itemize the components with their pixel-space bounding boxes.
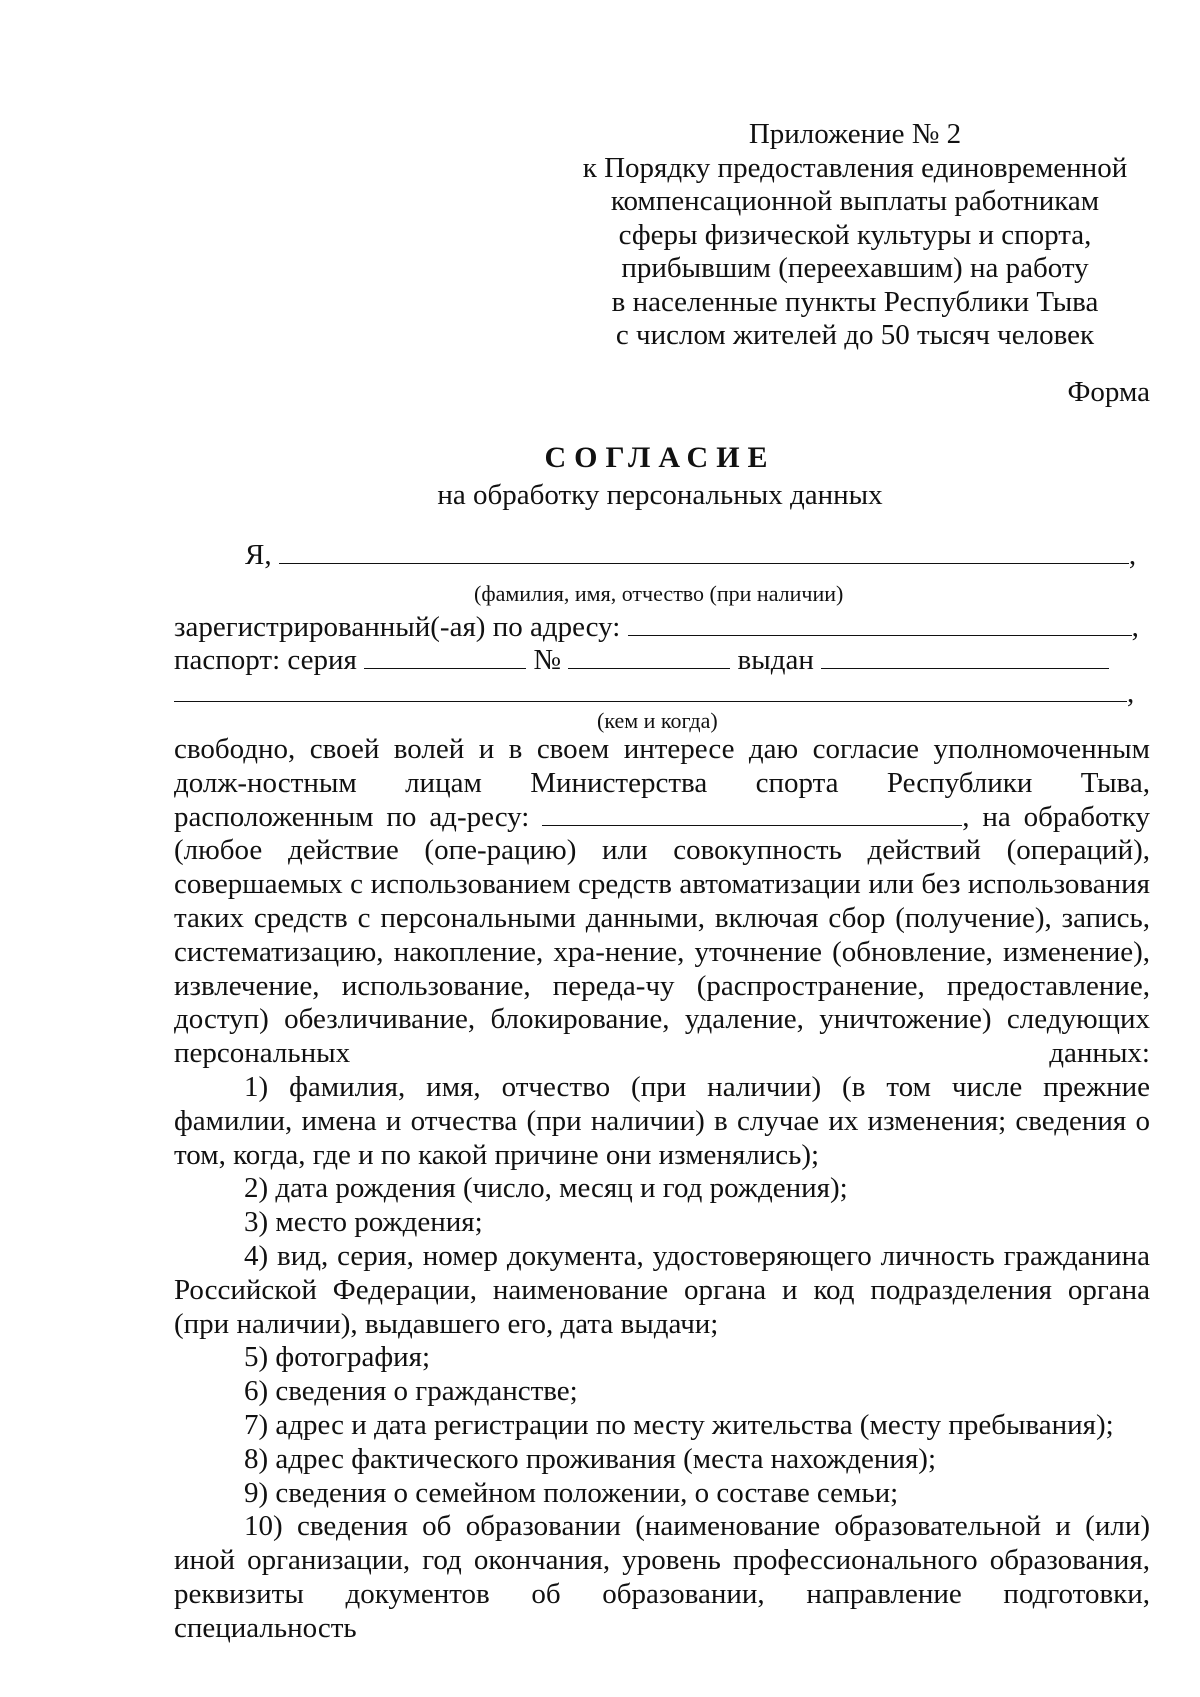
appendix-line: компенсационной выплаты работникам — [610, 185, 1100, 217]
list-item: 7) адрес и дата регистрации по месту жительства (месту пребывания); — [244, 1408, 1114, 1441]
list-item: 5) фотография; — [244, 1341, 431, 1374]
list-item: 10) сведения об образовании (наименование образовательной и (или) иной организации, год окончания, уровень профессионального образования, реквизиты документов об образовании, направление подготовки, специальность — [174, 1510, 1150, 1644]
appendix-line: к Порядку предоставления единовременной — [582, 151, 1128, 184]
list-item: 8) адрес фактического проживания (места нахождения); — [244, 1442, 937, 1475]
issued-by-field[interactable] — [174, 677, 1127, 702]
appendix-header — [575, 118, 1135, 353]
list-item: 6) сведения о гражданстве; — [244, 1375, 578, 1408]
appendix-line: с числом жителей до 50 тысяч человек — [615, 319, 1095, 351]
comma: , — [1128, 539, 1137, 571]
address-line — [174, 610, 1139, 644]
appendix-line: Приложение № 2 — [748, 118, 962, 150]
intro-paragraph — [174, 733, 1150, 1071]
appendix-line: в населенные пункты Республики Тыва — [611, 285, 1099, 318]
passport-issued-field[interactable] — [821, 644, 1109, 669]
name-caption: (фамилия, имя, отчество (при наличии) — [474, 581, 844, 606]
intro-end: , на обработку (любое действие (опе-рацию) или совокупность действий (операций), совершаемых с использованием средств автоматизации или без использования таких средств с персональными данными, включая сбор (получение), запись, систематизацию, накопление, хра-нение, уточнение (обновление, изменение), извлечение, использование, переда-чу (распространение, предоставление, доступ) обезличивание, блокирование, удаление, уничтожение) следующих персональных данных: — [174, 800, 1151, 1070]
registered-label: зарегистрированный(-ая) по адресу: — [174, 611, 621, 643]
intro-start: свободно, своей волей и в своем интересе даю согласие уполномоченным долж-ностным лицам Министерства спорта Республики Тыва, расположенным по ад-ресу: — [174, 733, 1150, 833]
form-label: Форма — [1067, 376, 1150, 408]
comma: , — [1131, 611, 1139, 643]
issued-by-line — [174, 676, 1134, 710]
passport-number-field[interactable] — [568, 644, 730, 669]
list-item: 3) место рождения; — [244, 1206, 483, 1239]
issued-caption: (кем и когда) — [597, 708, 718, 733]
appendix-line: прибывшим (переехавшим) на работу — [621, 252, 1089, 284]
list-item: 4) вид, серия, номер документа, удостоверяющего личность гражданина Российской Федерации, наименование органа и код подразделения органа (при наличии), выдавшего его, дата выдачи; — [174, 1239, 1150, 1340]
appendix-line: сферы физической культуры и спорта, — [618, 218, 1092, 251]
ministry-address-field[interactable] — [542, 803, 962, 826]
passport-line — [174, 643, 1109, 677]
passport-number-label: № — [533, 644, 562, 676]
list-item: 2) дата рождения (число, месяц и год рождения); — [244, 1172, 848, 1205]
passport-series-label: паспорт: серия — [174, 644, 357, 676]
list-item: 1) фамилия, имя, отчество (при наличии) (в том числе прежние фамилии, имена и отчества (при наличии) в случае их изменения; сведения о том, когда, где и по какой причине они изменялись); — [174, 1070, 1150, 1171]
document-subtitle: на обработку персональных данных — [437, 479, 883, 511]
consent-body — [174, 733, 1150, 1646]
issued-label: выдан — [737, 644, 814, 676]
comma: , — [1127, 677, 1135, 709]
document-title: СОГЛАСИЕ — [544, 441, 776, 474]
i-label: Я, — [245, 539, 272, 571]
list-item: 9) сведения о семейном положении, о составе семьи; — [244, 1476, 899, 1509]
full-name-field[interactable] — [279, 539, 1129, 564]
passport-series-field[interactable] — [364, 644, 526, 669]
name-line — [245, 538, 1136, 572]
registration-address-field[interactable] — [628, 611, 1132, 636]
